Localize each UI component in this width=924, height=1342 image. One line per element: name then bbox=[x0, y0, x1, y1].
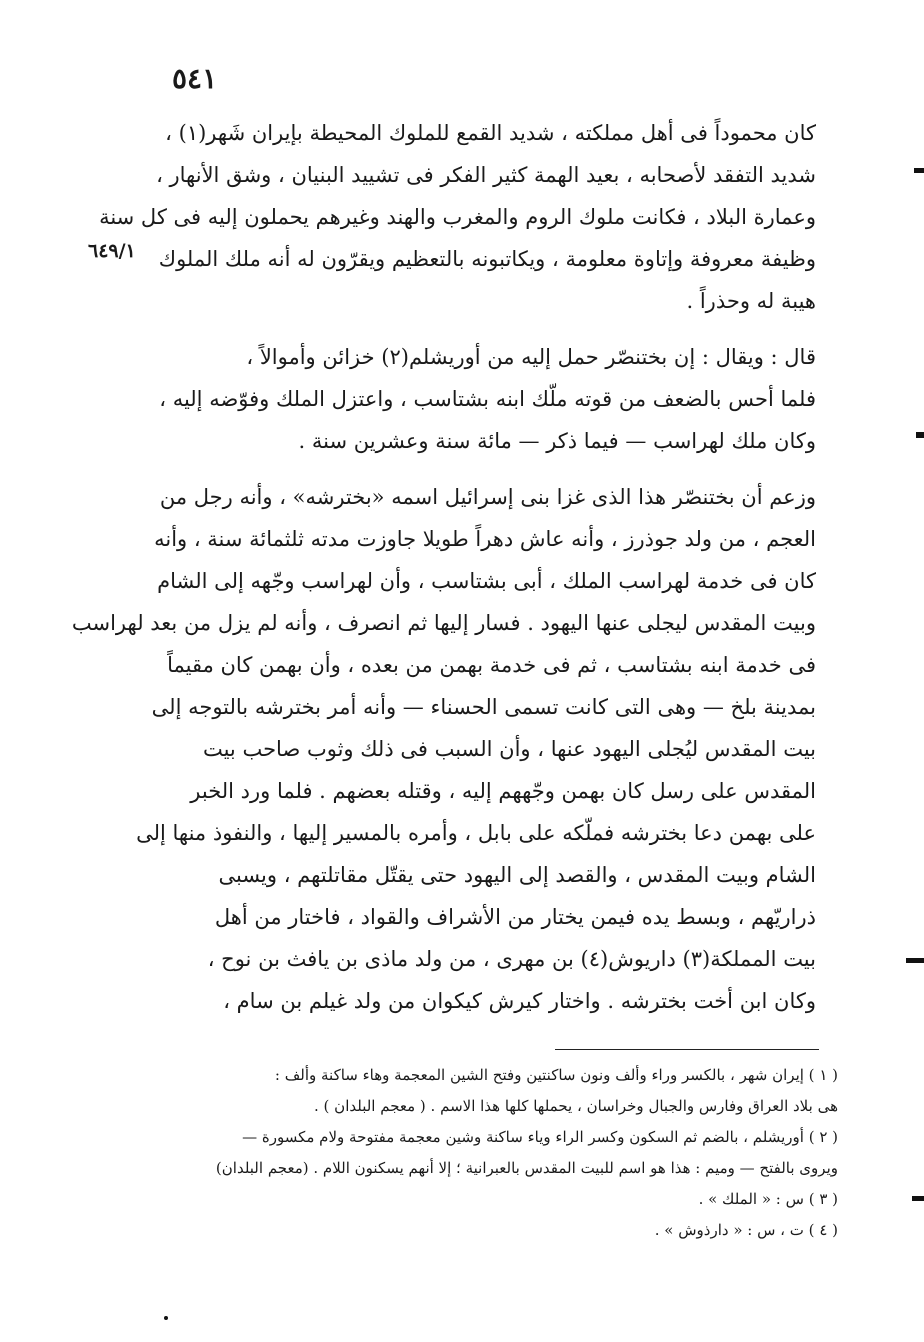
footnote-line: هى بلاد العراق وفارس والجبال وخراسان ، يحملها كلها هذا الاسم . ( معجم البلدان ) . bbox=[314, 1097, 838, 1115]
scan-edge-mark bbox=[914, 168, 924, 173]
scan-edge-mark bbox=[906, 958, 924, 963]
text-line: وعمارة البلاد ، فكانت ملوك الروم والمغرب والهند وغيرهم يحملون إليه فى كل سنة bbox=[99, 205, 816, 229]
footnote-divider bbox=[555, 1049, 819, 1050]
text-line: بيت المملكة(٣) داريوش(٤) بن مهرى ، من ولد ماذى بن يافث بن نوح ، bbox=[207, 947, 816, 971]
page-number: ٥٤١ bbox=[172, 62, 218, 95]
text-line: كان محموداً فى أهل مملكته ، شديد القمع للملوك المحيطة بإيران شَهر(١) ، bbox=[165, 121, 816, 145]
footnote-line: ( ٤ ) ت ، س : « دارذوش » . bbox=[654, 1221, 838, 1239]
scan-dot bbox=[164, 1316, 168, 1320]
text-line: هيبة له وحذراً . bbox=[686, 289, 816, 313]
paragraph-2 bbox=[159, 336, 816, 462]
text-line: وكان ابن أخت بخترشه . واختار كيرش كيكوان من ولد غيلم بن سام ، bbox=[223, 989, 816, 1013]
margin-reference-note: ٦٤٩/١ bbox=[88, 240, 136, 262]
text-line: كان فى خدمة لهراسب الملك ، أبى بشتاسب ، وأن لهراسب وجّهه إلى الشام bbox=[157, 569, 816, 593]
footnotes bbox=[150, 1060, 838, 1246]
footnote-line: ( ٢ ) أوريشلم ، بالضم ثم السكون وكسر الراء وياء ساكنة وشين معجمة مفتوحة ولام مكسورة — bbox=[242, 1128, 838, 1146]
footnote-line: ( ١ ) إيران شهر ، بالكسر وراء وألف ونون ساكنتين وفتح الشين المعجمة وهاء ساكنة وألف : bbox=[274, 1066, 838, 1084]
text-line: شديد التفقد لأصحابه ، بعيد الهمة كثير الفكر فى تشييد البنيان ، وشق الأنهار ، bbox=[156, 163, 816, 187]
text-line: وزعم أن بختنصّر هذا الذى غزا بنى إسرائيل اسمه «بخترشه» ، وأنه رجل من bbox=[159, 485, 816, 509]
text-line: فلما أحس بالضعف من قوته ملّك ابنه بشتاسب ، واعتزل الملك وفوّضه إليه ، bbox=[159, 387, 816, 411]
text-line: العجم ، من ولد جوذرز ، وأنه عاش دهراً طويلا جاوزت مدته ثلثمائة سنة ، وأنه bbox=[154, 527, 816, 551]
text-line: بيت المقدس ليُجلى اليهود عنها ، وأن السبب فى ذلك وثوب صاحب بيت bbox=[202, 737, 816, 761]
text-line: وكان ملك لهراسب — فيما ذكر — مائة سنة وعشرين سنة . bbox=[298, 429, 816, 453]
footnote-line: ويروى بالفتح — وميم : هذا هو اسم للبيت المقدس بالعبرانية ؛ إلا أنهم يسكنون اللام . (معجم البلدان) bbox=[215, 1159, 838, 1177]
paragraph-3 bbox=[71, 476, 816, 1022]
text-line: ذراريّهم ، وبسط يده فيمن يختار من الأشراف والقواد ، فاختار من أهل bbox=[214, 905, 816, 929]
text-line: الشام وبيت المقدس ، والقصد إلى اليهود حتى يقتّل مقاتلتهم ، ويسبى bbox=[218, 863, 816, 887]
scan-edge-mark bbox=[912, 1196, 924, 1201]
text-line: بمدينة بلخ — وهى التى كانت تسمى الحسناء — وأنه أمر بخترشه بالتوجه إلى bbox=[151, 695, 816, 719]
text-line: قال : ويقال : إن بختنصّر حمل إليه من أوريشلم(٢) خزائن وأموالاً ، bbox=[246, 345, 816, 369]
text-line: المقدس على رسل كان بهمن وجّههم إليه ، وقتله بعضهم . فلما ورد الخبر bbox=[190, 779, 816, 803]
footnote-line: ( ٣ ) س : « الملك » . bbox=[698, 1190, 838, 1208]
text-line: وبيت المقدس ليجلى عنها اليهود . فسار إليها ثم انصرف ، وأنه لم يزل من بعد لهراسب bbox=[71, 611, 816, 635]
scan-edge-mark bbox=[916, 432, 924, 438]
text-line: فى خدمة ابنه بشتاسب ، ثم فى خدمة بهمن من بعده ، وأن بهمن كان مقيماً bbox=[167, 653, 816, 677]
text-line: وظيفة معروفة وإتاوة معلومة ، ويكاتبونه بالتعظيم ويقرّون له أنه ملك الملوك bbox=[158, 247, 816, 271]
text-line: على بهمن دعا بخترشه فملّكه على بابل ، وأمره بالمسير إليها ، والنفوذ منها إلى bbox=[136, 821, 816, 845]
